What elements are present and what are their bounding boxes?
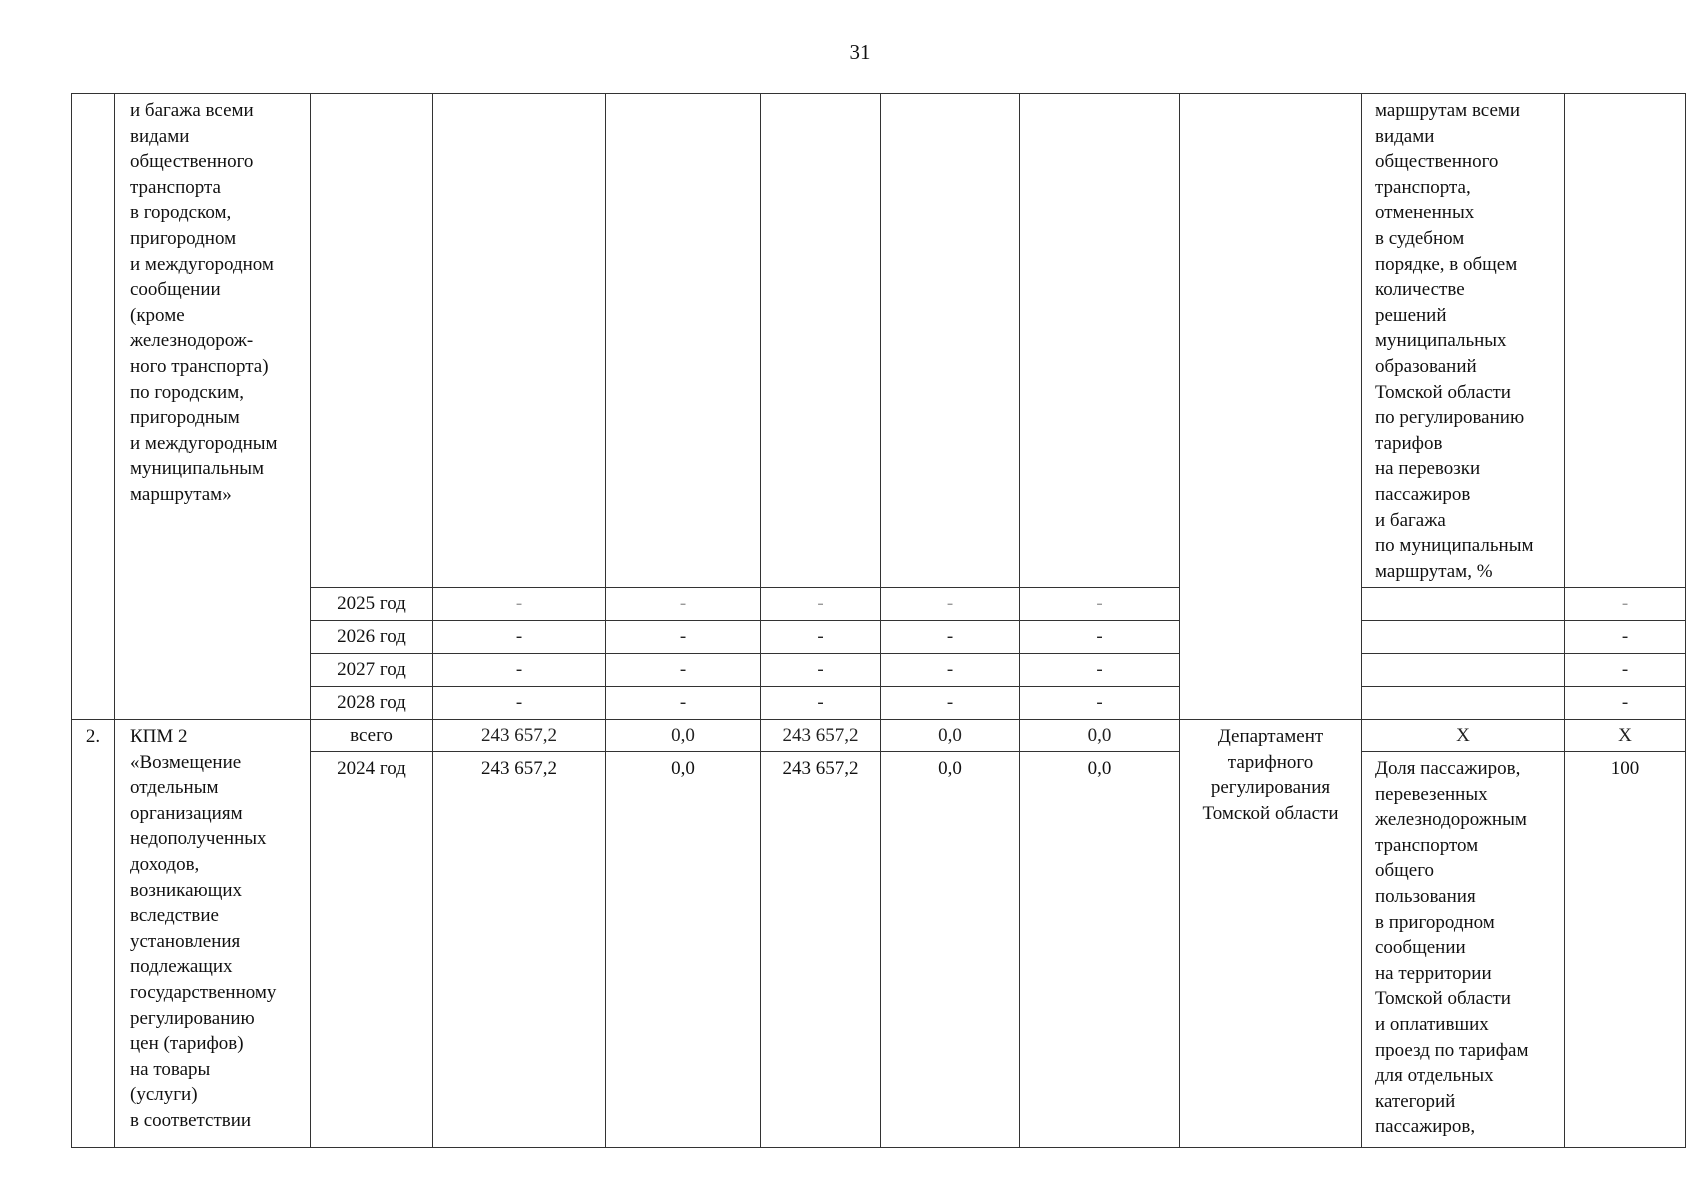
value-cell: - — [433, 654, 606, 687]
cell-empty — [1362, 687, 1565, 720]
page-number: 31 — [849, 40, 871, 64]
value-cell: - — [433, 588, 606, 621]
value-cell: - — [606, 588, 761, 621]
value-cell: - — [433, 621, 606, 654]
cell-empty — [881, 94, 1020, 588]
value-cell: - — [761, 687, 881, 720]
table-row — [72, 720, 1686, 752]
target-cell: - — [1565, 687, 1686, 720]
value-cell: - — [761, 621, 881, 654]
cell-indicator — [1362, 752, 1565, 1148]
value-cell: 243 657,2 — [433, 720, 606, 752]
table-row — [72, 94, 1686, 588]
cell-department-empty — [1180, 94, 1362, 720]
cell-empty — [761, 94, 881, 588]
value-cell: - — [1020, 588, 1180, 621]
cell-empty — [433, 94, 606, 588]
year-label: 2026 год — [311, 621, 433, 654]
table-row — [72, 621, 1686, 654]
value-cell: - — [433, 687, 606, 720]
value-cell: - — [881, 687, 1020, 720]
cell-empty — [606, 94, 761, 588]
value-cell: 0,0 — [881, 752, 1020, 1148]
cell-empty — [1362, 654, 1565, 687]
value-cell: 0,0 — [606, 752, 761, 1148]
table-row — [72, 752, 1686, 1148]
value-cell: 243 657,2 — [761, 720, 881, 752]
value-cell: - — [881, 621, 1020, 654]
cell-empty — [1362, 588, 1565, 621]
cell-number-empty — [72, 94, 115, 720]
year-label: 2028 год — [311, 687, 433, 720]
target-cell: 100 — [1565, 752, 1686, 1148]
period-label: всего — [311, 720, 433, 752]
target-cell: - — [1565, 588, 1686, 621]
table-row — [72, 588, 1686, 621]
value-cell: - — [881, 588, 1020, 621]
value-cell: - — [1020, 687, 1180, 720]
value-cell: 243 657,2 — [761, 752, 881, 1148]
indicator-text: Доля пассажиров, перевезенных железнодорожным транспортом общего пользования в пригородном сообщении на территории Томской области и оплативших проезд по тарифам для отдельных категорий пассажиров, — [1375, 758, 1529, 1138]
cell-indicator — [1362, 94, 1565, 588]
cell-empty — [1020, 94, 1180, 588]
value-cell: - — [1020, 654, 1180, 687]
event-name-text: КПМ 2 «Возмещение отдельным организациям недополученных доходов, возникающих вследствие установления подлежащих государственному регулированию цен (тарифов) на товары (услуги) в соответствии — [130, 726, 277, 1131]
target-cell: Х — [1565, 720, 1686, 752]
cell-period-empty — [311, 94, 433, 588]
value-cell: - — [606, 654, 761, 687]
value-cell: 0,0 — [606, 720, 761, 752]
program-table — [71, 93, 1686, 1148]
table-row — [72, 687, 1686, 720]
year-label: 2024 год — [311, 752, 433, 1148]
value-cell: 0,0 — [1020, 752, 1180, 1148]
cell-empty — [1362, 621, 1565, 654]
value-cell: - — [606, 621, 761, 654]
value-cell: - — [881, 654, 1020, 687]
value-cell: - — [761, 654, 881, 687]
value-cell: - — [1020, 621, 1180, 654]
cell-event-name — [115, 720, 311, 1148]
indicator-text: маршрутам всеми видами общественного транспорта, отмененных в судебном порядке, в общем количестве решений муниципальных образований Томской области по регулированию тарифов на перевозки пассажиров и багажа по муниципальным маршрутам, % — [1375, 100, 1534, 582]
value-cell: - — [761, 588, 881, 621]
value-cell: 243 657,2 — [433, 752, 606, 1148]
event-name-text: и багажа всеми видами общественного транспорта в городском, пригородном и междугородном сообщении (кроме железнодорож- ного транспорта) по городским, пригородным и междугородным муниципальным маршрутам» — [130, 100, 278, 505]
year-label: 2025 год — [311, 588, 433, 621]
indicator-cell: Х — [1362, 720, 1565, 752]
target-cell: - — [1565, 621, 1686, 654]
target-cell: - — [1565, 654, 1686, 687]
value-cell: 0,0 — [881, 720, 1020, 752]
table-row — [72, 654, 1686, 687]
value-cell: 0,0 — [1020, 720, 1180, 752]
value-cell: - — [606, 687, 761, 720]
cell-target-empty — [1565, 94, 1686, 588]
year-label: 2027 год — [311, 654, 433, 687]
row-number: 2. — [72, 720, 115, 1148]
department-cell: Департамент тарифного регулирования Томской области — [1180, 720, 1362, 1148]
cell-event-name — [115, 94, 311, 720]
